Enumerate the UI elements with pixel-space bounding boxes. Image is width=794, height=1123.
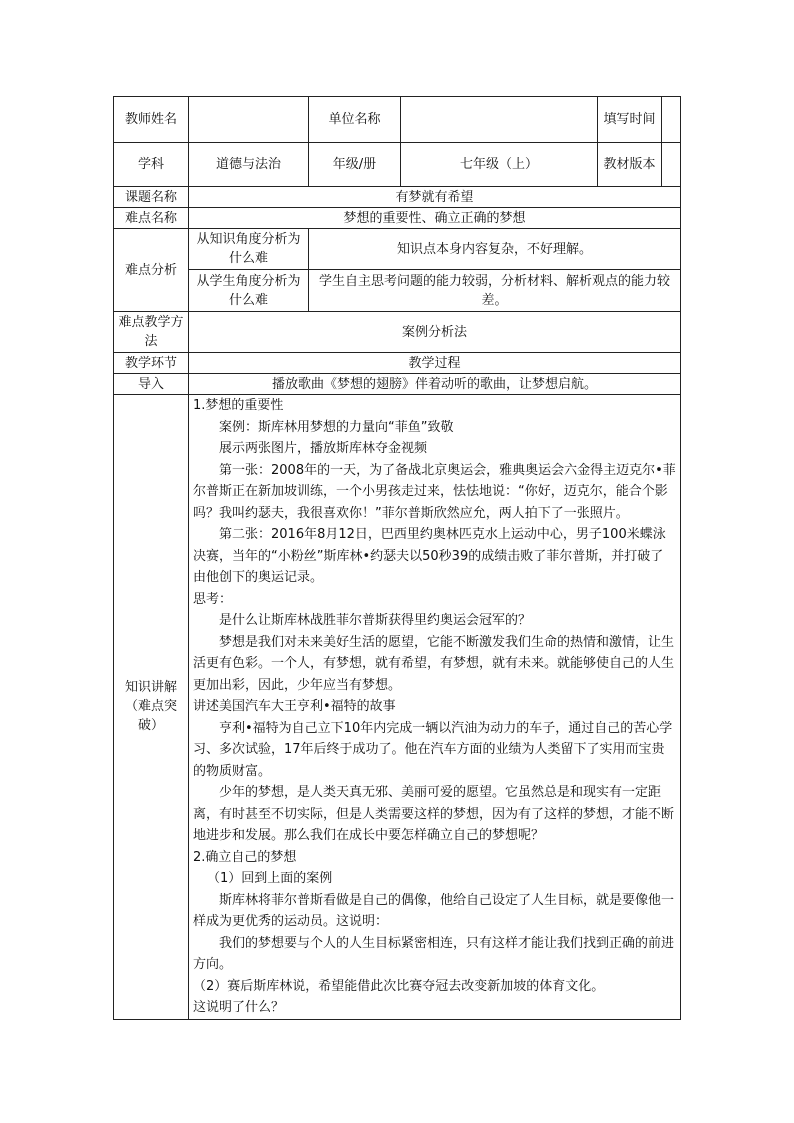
student-angle-value: 学生自主思考问题的能力较弱，分析材料、解析观点的能力较差。	[309, 270, 681, 312]
date-label: 填写时间	[598, 97, 662, 143]
intro-label: 导入	[114, 374, 189, 395]
row-intro	[114, 374, 681, 395]
lecture-label: 知识讲解（难点突破）	[114, 395, 189, 1020]
row-analysis-knowledge	[114, 229, 681, 270]
paragraph: 1.梦想的重要性	[193, 398, 284, 413]
difficulty-label: 难点名称	[114, 208, 189, 229]
topic-label: 课题名称	[114, 187, 189, 208]
subject-label: 学科	[114, 143, 189, 187]
row-method	[114, 312, 681, 353]
paragraph: 第二张：2016年8月12日，巴西里约奥林匹克水上运动中心，男子100米蝶泳决赛，当年的“小粉丝”斯库林•约瑟夫以50秒39的成绩击败了菲尔普斯，并打破了由他创下的奥运记录。	[193, 527, 666, 585]
paragraph: 少年的梦想，是人类天真无邪、美丽可爱的愿望。它虽然总是和现实有一定距离，有时甚至不切实际，但是人类需要这样的梦想，因为有了这样的梦想，才能不断地进步和发展。那么我们在成长中要怎样确立自己的梦想呢？	[193, 785, 675, 843]
difficulty-value: 梦想的重要性、确立正确的梦想	[189, 208, 681, 229]
method-value: 案例分析法	[189, 312, 681, 353]
paragraph: 梦想是我们对未来美好生活的愿望，它能不断激发我们生命的热情和激情，让生活更有色彩。一个人，有梦想，就有希望，有梦想，就有未来。就能够使自己的人生更加出彩，因此，少年应当有梦想。	[193, 634, 675, 693]
lecture-content	[189, 395, 681, 1020]
date-value	[662, 97, 681, 143]
subject-value: 道德与法治	[189, 143, 309, 187]
row-lecture	[114, 395, 681, 1020]
row-difficulty	[114, 208, 681, 229]
paragraph: （1）回到上面的案例	[207, 871, 333, 886]
row-topic	[114, 187, 681, 208]
teacher-label: 教师姓名	[114, 97, 189, 143]
unit-value	[401, 97, 598, 143]
textbook-value	[662, 143, 681, 187]
paragraph: 亨利•福特为自己立下10年内完成一辆以汽油为动力的车子，通过自己的苦心学习、多次试验，17年后终于成功了。他在汽车方面的业绩为人类留下了实用而宝贵的物质财富。	[193, 720, 673, 779]
paragraph: 展示两张图片，播放斯库林夺金视频	[219, 441, 428, 456]
textbook-label: 教材版本	[598, 143, 662, 187]
knowledge-angle-value: 知识点本身内容复杂，不好理解。	[309, 229, 681, 270]
topic-value: 有梦就有希望	[189, 187, 681, 208]
student-angle-label: 从学生角度分析为什么难	[189, 270, 309, 312]
analysis-label: 难点分析	[114, 229, 189, 312]
row-subject	[114, 143, 681, 187]
grade-label: 年级/册	[309, 143, 401, 187]
knowledge-angle-label: 从知识角度分析为什么难	[189, 229, 309, 270]
paragraph: （2）赛后斯库林说，希望能借此次比赛夺冠去改变新加坡的体育文化。	[193, 978, 605, 994]
row-analysis-student	[114, 270, 681, 312]
lesson-plan-table	[113, 96, 681, 1020]
unit-label: 单位名称	[309, 97, 401, 143]
grade-value: 七年级（上）	[401, 143, 598, 187]
paragraph: 斯库林将菲尔普斯看做是自己的偶像，他给自己设定了人生目标，就是要像他一样成为更优秀的运动员。这说明：	[193, 892, 675, 929]
paragraph: 案例：斯库林用梦想的力量向“菲鱼”致敬	[219, 419, 454, 435]
paragraph: 2.确立自己的梦想	[193, 849, 297, 865]
paragraph: 思考：	[193, 591, 233, 607]
teacher-value	[189, 97, 309, 143]
row-process	[114, 353, 681, 374]
intro-value: 播放歌曲《梦想的翅膀》伴着动听的歌曲，让梦想启航。	[189, 374, 681, 395]
process-label: 教学环节	[114, 353, 189, 374]
paragraph: 讲述美国汽车大王亨利•福特的故事	[193, 699, 396, 714]
paragraph: 第一张：2008年的一天，为了备战北京奥运会，雅典奥运会六金得主迈克尔•菲尔普斯正在新加坡训练，一个小男孩走过来，怯怯地说：“你好，迈克尔，能合个影吗？我叫约瑟夫，我很喜欢你！”菲尔普斯欣然应允，两人拍下了一张照片。	[193, 462, 676, 521]
paragraph: 我们的梦想要与个人的人生目标紧密相连，只有这样才能让我们找到正确的前进方向。	[193, 935, 675, 972]
row-teacher	[114, 97, 681, 143]
paragraph: 这说明了什么？	[193, 1000, 285, 1015]
method-label: 难点教学方法	[114, 312, 189, 353]
paragraph: 是什么让斯库林战胜菲尔普斯获得里约奥运会冠军的？	[219, 613, 532, 628]
process-value: 教学过程	[189, 353, 681, 374]
